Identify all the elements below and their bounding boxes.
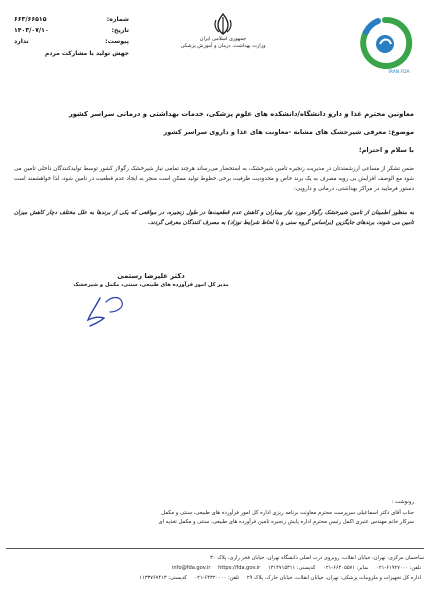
footer-phone-1: تلفن: ۶۱۹۲۷۰۰۰-۰۲۱: [376, 565, 421, 571]
copies-line-2: سرکار خانم مهندس عنبری اکمل رئیس محترم اداره پایش زنجیره تامین فرآورده های طبیعی، سنتی و مکمل تغذیه ای: [158, 519, 414, 525]
attachment-value: ندارد: [14, 38, 29, 45]
ministry-line1: جمهوری اسلامی ایران: [199, 36, 247, 42]
date-label: تاریخ:: [111, 27, 129, 34]
copies-block: [14, 498, 414, 528]
signer-title: مدیر کل امور فرآورده های طبیعی، سنتی، مکمل و شیرخشک: [73, 282, 229, 288]
iran-emblem-icon: [212, 12, 234, 36]
signature-mark-icon: [70, 290, 160, 330]
signer-name: دکتر علیرضا رستمی: [117, 272, 185, 280]
footer-email[interactable]: info@fda.gov.ir: [172, 565, 211, 571]
fda-logo-icon: [356, 14, 414, 72]
greeting: با سلام و احترام؛: [358, 146, 414, 154]
footer-address-2-text: اداره کل تجهیزات و ملزومات پزشکی: تهران، خیابان انقلاب، خیابان خارک، پلاک ۲۹: [246, 575, 421, 581]
signer-block: [66, 272, 236, 288]
body-paragraph-1: ضمن تشکر از مساعی ارزشمندتان در مدیریت زنجیره تامین شیرخشک، به استحضار می‌رساند هرچند تمامی نیاز شیرخشک رگولار کشور توسط تولیدکنندگان داخلی تامین می شود مع الوصف افزایش بی رویه مصرف به یک برند خاص و محدودیت ظرفیت برخی خطوط تولید ممکن است منجر به ایجاد عدم قطعیت در تامین شود، لذا خواهشمند است دستور فرمایید در مراکز بهداشتی، درمانی و دارویی:: [14, 166, 414, 192]
slogan: جهش تولید با مشارکت مردم: [44, 50, 129, 57]
attachment-label: پیوست:: [105, 38, 129, 45]
letter-meta: [14, 14, 129, 59]
footer-postal-1: کدپستی: ۱۳۱۴۷۱۵۳۱۱: [267, 565, 316, 571]
copies-line-1: جناب آقای دکتر اسماعیلی سرپرست محترم معاونت برنامه ریزی اداره کل امور فرآورده های طبیعی، سنتی و مکمل: [161, 509, 414, 516]
meta-number-row: [14, 14, 129, 25]
number-value: ۶۶۳/۶۶۵۱۵: [14, 16, 47, 23]
letter-footer: [6, 548, 424, 583]
number-label: شماره:: [106, 16, 129, 23]
copies-title: رونوشت :: [391, 499, 414, 505]
footer-fax-1: نمابر: ۶۶۴۰۵۵۷۱-۰۲۱: [323, 565, 369, 571]
date-value: ۱۴۰۳/۰۷/۱۰: [14, 27, 49, 34]
footer-address-2: [6, 573, 424, 583]
footer-phone-2: تلفن: ۶۴۳۲۰۰۰۰-۰۲۱: [194, 575, 240, 581]
footer-postal-2: کدپستی: ۱۱۳۳۷۶۷۴۱۳: [139, 575, 187, 581]
footer-contacts-1: [6, 563, 424, 573]
ministry-emblem: [178, 12, 268, 50]
meta-attachment-row: [14, 36, 129, 47]
recipient-line: معاونین محترم غذا و دارو دانشگاه/دانشکده های علوم پزشکی، خدمات بهداشتی و درمانی سراسر کشور: [68, 110, 414, 118]
fda-logo-text: IRAN FDA: [388, 70, 410, 75]
body-paragraph-2: به منظور اطمینان از تامین شیرخشک رگولار مورد نیاز بیماران و کاهش عدم قطعیت‌ها در طول زنجیره، در مواقعی که یکی از برندها به علل مختلف دچار کاهش میزان تامین می شوند، برندهای جایگزین (براساس گروه سنی و با لحاظ شرایط نوزاد) به مصرف کنندگان معرفی گردند.: [14, 210, 414, 226]
footer-address-1: ساختمان مرکزی: تهران، خیابان انقلاب، روبروی درب اصلی دانشگاه تهران، خیابان فخر رازی، پلاک ۳۰: [210, 555, 424, 561]
footer-website[interactable]: https://fda.gov.ir: [218, 565, 261, 571]
ministry-line2: وزارت بهداشت، درمان و آموزش پزشکی: [180, 43, 266, 49]
subject-line: موضوع: معرفی شیرخشک های مشابه -معاونت های غذا و داروی سراسر کشور: [163, 128, 414, 136]
meta-date-row: [14, 25, 129, 36]
